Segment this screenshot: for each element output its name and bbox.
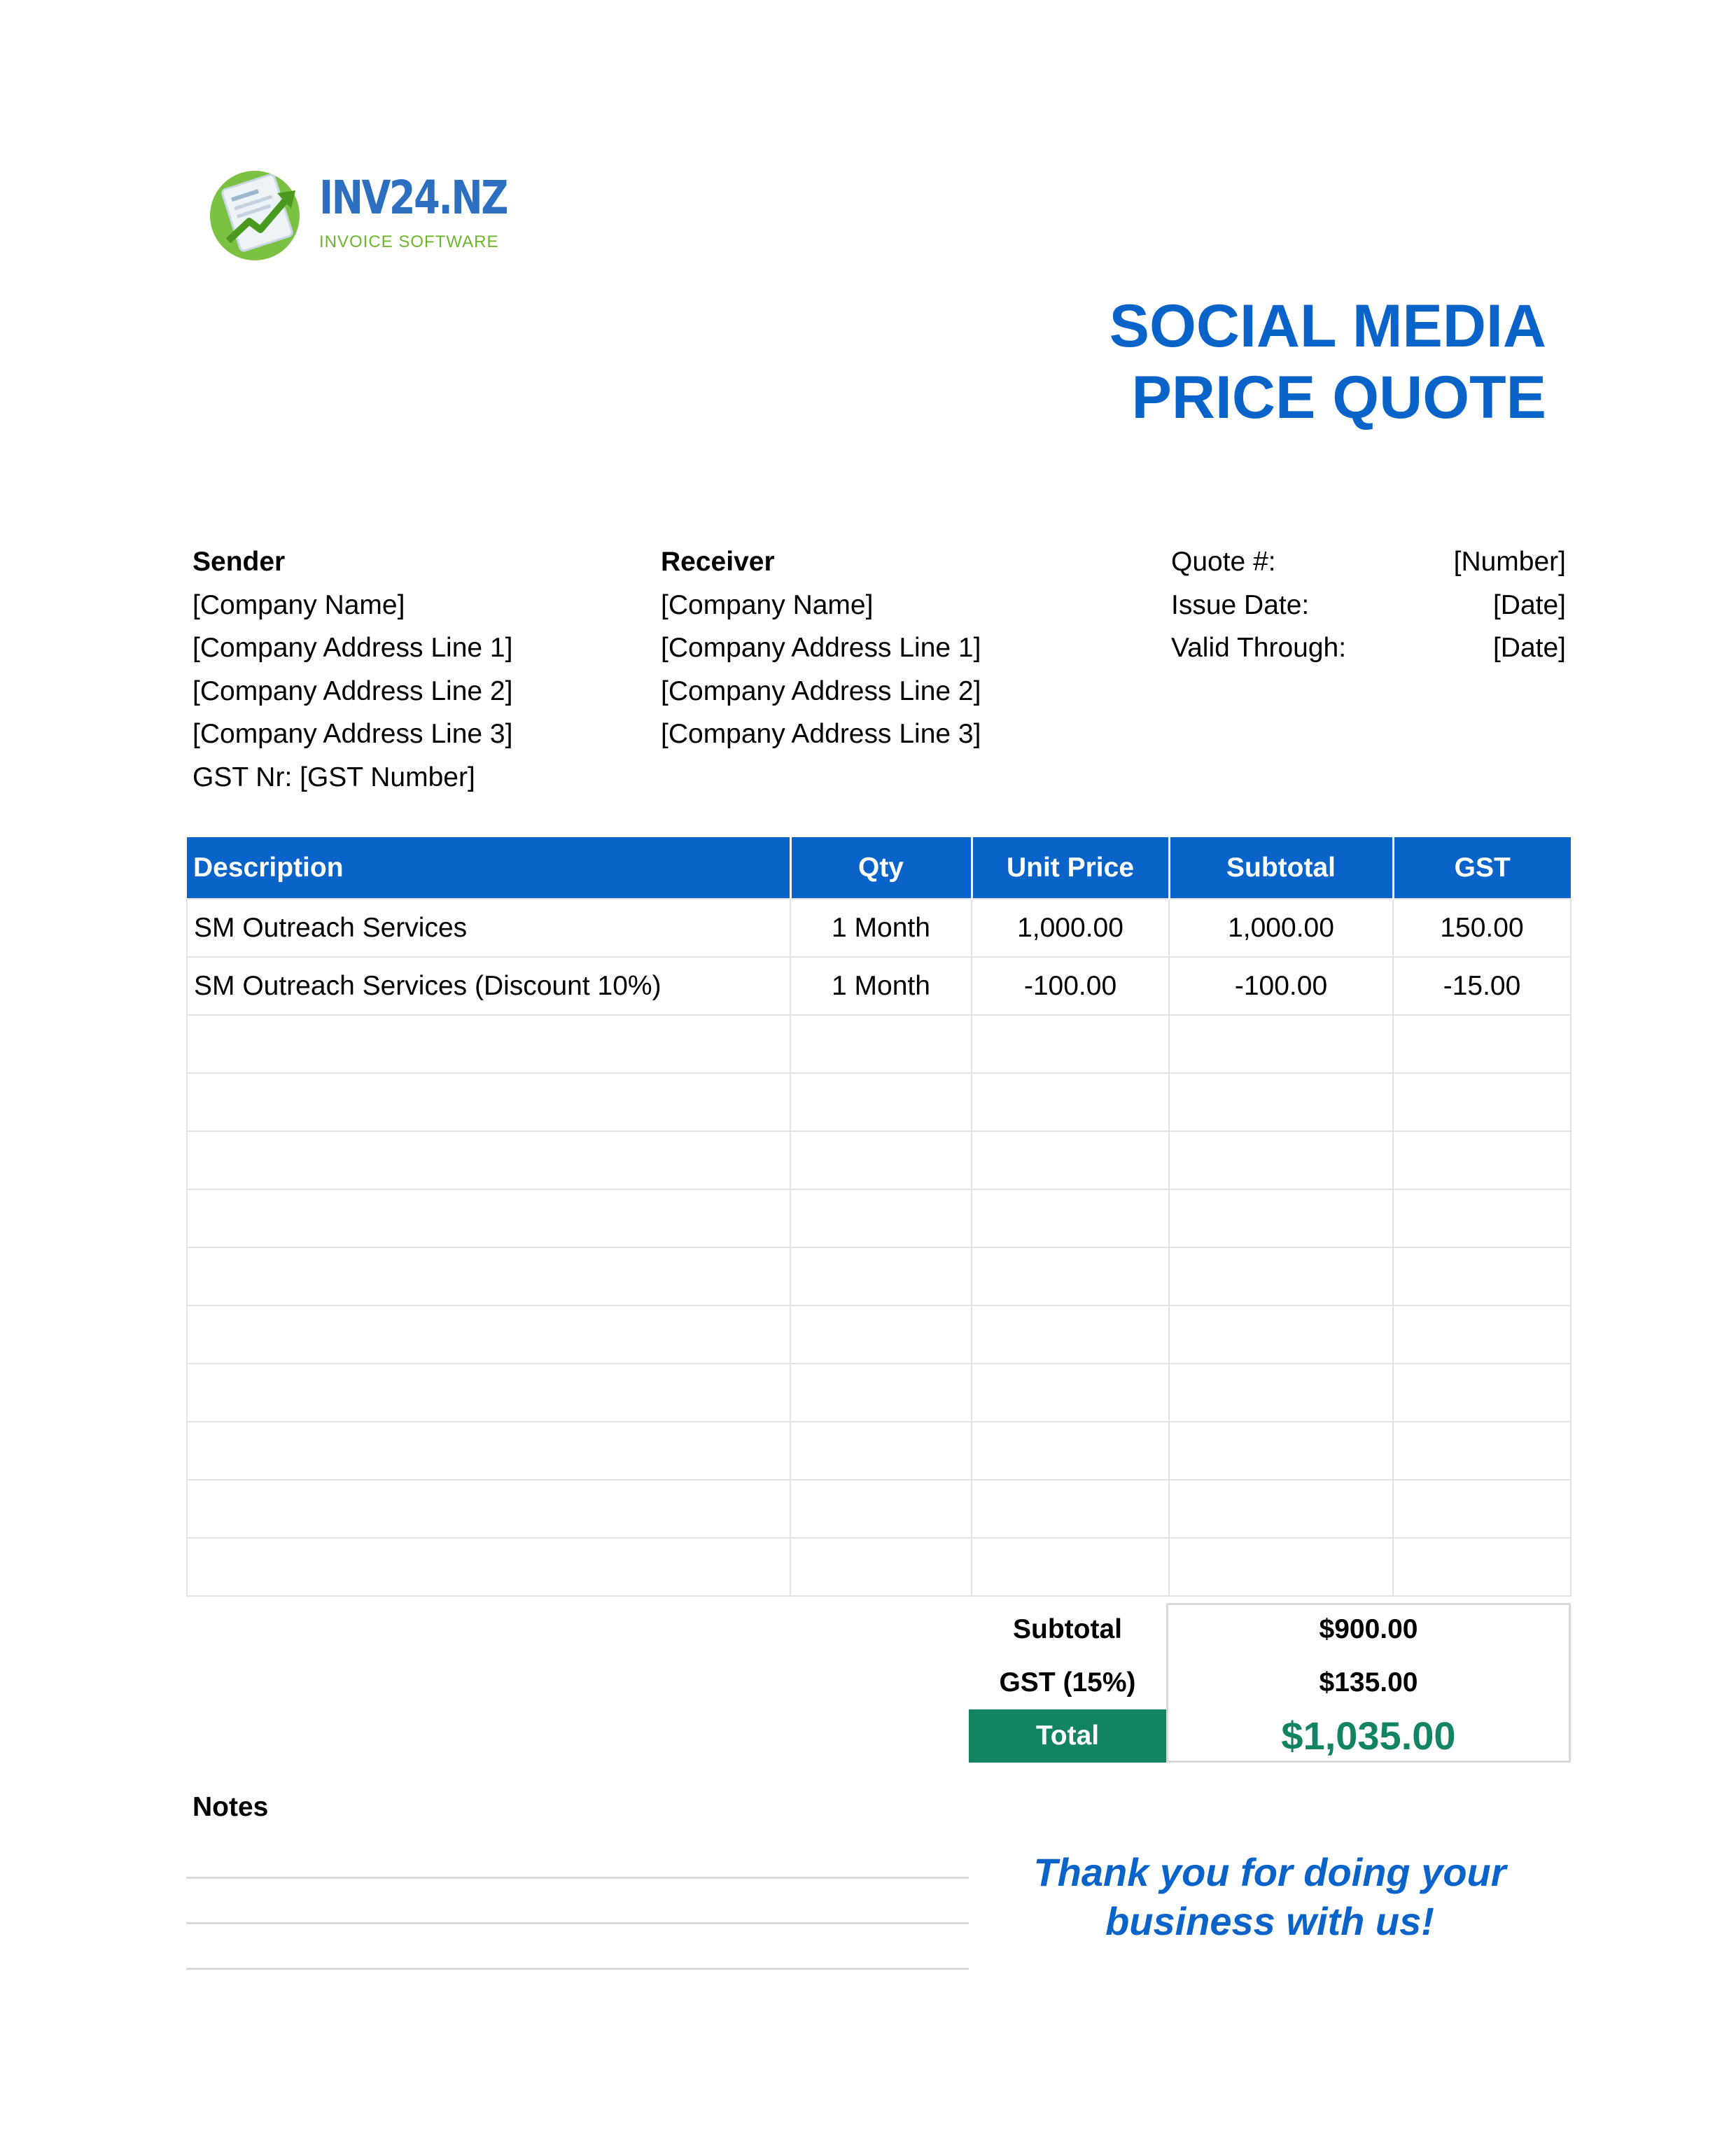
cell-gst[interactable]: [1393, 1306, 1571, 1364]
cell-qty[interactable]: [790, 1480, 972, 1538]
notes-line[interactable]: [186, 1922, 969, 1924]
table-body: [187, 899, 1571, 1596]
thank-you-line-2: business with us!: [1105, 1899, 1434, 1943]
cell-subtotal[interactable]: [1169, 1480, 1393, 1538]
cell-description[interactable]: SM Outreach Services: [187, 899, 790, 957]
title-line-2: PRICE QUOTE: [1131, 364, 1546, 431]
cell-subtotal[interactable]: [1169, 1306, 1393, 1364]
gst-label: GST (15%): [999, 1667, 1136, 1698]
cell-qty[interactable]: [790, 1189, 972, 1247]
cell-description[interactable]: [187, 1189, 790, 1247]
cell-unit-price[interactable]: -100.00: [972, 957, 1169, 1015]
cell-description[interactable]: [187, 1247, 790, 1306]
sender-block: [192, 540, 512, 799]
valid-through-row: [1171, 626, 1566, 670]
cell-gst[interactable]: [1393, 1189, 1571, 1247]
header-description: Description: [187, 837, 790, 899]
cell-subtotal[interactable]: 1,000.00: [1169, 899, 1393, 957]
cell-qty[interactable]: [790, 1247, 972, 1306]
receiver-heading: Receiver: [661, 547, 775, 577]
cell-subtotal[interactable]: [1169, 1131, 1393, 1189]
cell-qty[interactable]: [790, 1364, 972, 1422]
receiver-address-line-1[interactable]: [Company Address Line 1]: [661, 633, 981, 663]
logo-brand-text: INV24.NZ: [319, 171, 507, 225]
receiver-address-line-3[interactable]: [Company Address Line 3]: [661, 719, 981, 749]
cell-unit-price[interactable]: [972, 1364, 1169, 1422]
table-row: [187, 1247, 1571, 1306]
table-header-row: [187, 837, 1571, 899]
header-unit-price: Unit Price: [972, 837, 1169, 899]
table-row: [187, 1015, 1571, 1073]
subtotal-label: Subtotal: [1013, 1614, 1122, 1644]
cell-description[interactable]: [187, 1073, 790, 1131]
cell-unit-price[interactable]: 1,000.00: [972, 899, 1169, 957]
sender-company-name[interactable]: [Company Name]: [192, 589, 405, 620]
cell-gst[interactable]: [1393, 1538, 1571, 1596]
header-subtotal: Subtotal: [1169, 837, 1393, 899]
gst-row: [969, 1656, 1571, 1709]
table-row: [187, 1306, 1571, 1364]
cell-unit-price[interactable]: [972, 1073, 1169, 1131]
cell-qty[interactable]: [790, 1538, 972, 1596]
cell-gst[interactable]: [1393, 1131, 1571, 1189]
cell-unit-price[interactable]: [972, 1247, 1169, 1306]
notes-line[interactable]: [186, 1877, 969, 1879]
cell-subtotal[interactable]: [1169, 1538, 1393, 1596]
gst-value: $135.00: [1319, 1667, 1418, 1698]
sender-heading: Sender: [192, 547, 286, 577]
header-gst: GST: [1393, 837, 1571, 899]
cell-unit-price[interactable]: [972, 1480, 1169, 1538]
table-row: [187, 1073, 1571, 1131]
cell-gst[interactable]: [1393, 1422, 1571, 1480]
receiver-block: [661, 540, 981, 756]
quote-number-value[interactable]: [Number]: [1453, 547, 1566, 577]
cell-qty[interactable]: [790, 1422, 972, 1480]
cell-qty[interactable]: [790, 1015, 972, 1073]
table-row: [187, 1131, 1571, 1189]
subtotal-value: $900.00: [1319, 1614, 1418, 1644]
cell-description[interactable]: [187, 1480, 790, 1538]
thank-you-line-1: Thank you for doing your: [1033, 1850, 1506, 1894]
cell-subtotal[interactable]: [1169, 1189, 1393, 1247]
cell-subtotal[interactable]: [1169, 1015, 1393, 1073]
receiver-address-line-2[interactable]: [Company Address Line 2]: [661, 676, 981, 706]
notes-line[interactable]: [186, 1968, 969, 1970]
cell-unit-price[interactable]: [972, 1131, 1169, 1189]
company-logo: [207, 165, 529, 263]
cell-subtotal[interactable]: -100.00: [1169, 957, 1393, 1015]
cell-gst[interactable]: 150.00: [1393, 899, 1571, 957]
valid-through-label: Valid Through:: [1171, 633, 1347, 663]
cell-description[interactable]: [187, 1306, 790, 1364]
cell-description[interactable]: [187, 1538, 790, 1596]
sender-address-line-2[interactable]: [Company Address Line 2]: [192, 676, 513, 706]
cell-qty[interactable]: [790, 1306, 972, 1364]
quote-number-label: Quote #:: [1171, 547, 1276, 577]
subtotal-row: [969, 1603, 1571, 1656]
cell-subtotal[interactable]: [1169, 1422, 1393, 1480]
cell-unit-price[interactable]: [972, 1538, 1169, 1596]
cell-description[interactable]: [187, 1015, 790, 1073]
valid-through-value[interactable]: [Date]: [1492, 633, 1566, 663]
sender-address-line-3[interactable]: [Company Address Line 3]: [192, 719, 513, 749]
title-line-1: SOCIAL MEDIA: [1109, 293, 1546, 360]
total-label: Total: [969, 1709, 1166, 1763]
total-value: $1,035.00: [1281, 1714, 1456, 1758]
cell-gst[interactable]: [1393, 1364, 1571, 1422]
cell-unit-price[interactable]: [972, 1306, 1169, 1364]
issue-date-value[interactable]: [Date]: [1492, 589, 1566, 620]
cell-subtotal[interactable]: [1169, 1073, 1393, 1131]
table-row: [187, 1538, 1571, 1596]
table-row: [187, 1422, 1571, 1480]
table-row: [187, 1189, 1571, 1247]
quote-meta-block: [1171, 540, 1566, 670]
cell-description[interactable]: [187, 1364, 790, 1422]
invoice-growth-logo-icon: [207, 165, 305, 263]
cell-unit-price[interactable]: [972, 1422, 1169, 1480]
document-title: [1110, 290, 1546, 433]
cell-unit-price[interactable]: [972, 1015, 1169, 1073]
cell-subtotal[interactable]: [1169, 1364, 1393, 1422]
table-row: [187, 1364, 1571, 1422]
cell-gst[interactable]: [1393, 1073, 1571, 1131]
cell-description[interactable]: [187, 1422, 790, 1480]
thank-you-message: [969, 1848, 1571, 1946]
cell-unit-price[interactable]: [972, 1189, 1169, 1247]
logo-tagline: INVOICE SOFTWARE: [319, 232, 499, 251]
sender-gst-number[interactable]: GST Nr: [GST Number]: [192, 762, 475, 792]
cell-gst[interactable]: -15.00: [1393, 957, 1571, 1015]
cell-qty[interactable]: [790, 1131, 972, 1189]
quote-number-row: [1171, 540, 1566, 584]
table-row: [187, 1480, 1571, 1538]
cell-description[interactable]: [187, 1131, 790, 1189]
cell-gst[interactable]: [1393, 1247, 1571, 1306]
line-items-table: [186, 837, 1572, 1597]
cell-gst[interactable]: [1393, 1015, 1571, 1073]
cell-subtotal[interactable]: [1169, 1247, 1393, 1306]
cell-qty[interactable]: 1 Month: [790, 899, 972, 957]
table-row: [187, 899, 1571, 957]
notes-heading: Notes: [192, 1792, 269, 1822]
total-row: [969, 1709, 1571, 1763]
header-qty: Qty: [790, 837, 972, 899]
issue-date-row: [1171, 584, 1566, 627]
cell-gst[interactable]: [1393, 1480, 1571, 1538]
cell-qty[interactable]: 1 Month: [790, 957, 972, 1015]
issue-date-label: Issue Date:: [1171, 589, 1310, 620]
receiver-company-name[interactable]: [Company Name]: [661, 589, 874, 620]
sender-address-line-1[interactable]: [Company Address Line 1]: [192, 633, 513, 663]
cell-qty[interactable]: [790, 1073, 972, 1131]
cell-description[interactable]: SM Outreach Services (Discount 10%): [187, 957, 790, 1015]
table-row: [187, 957, 1571, 1015]
